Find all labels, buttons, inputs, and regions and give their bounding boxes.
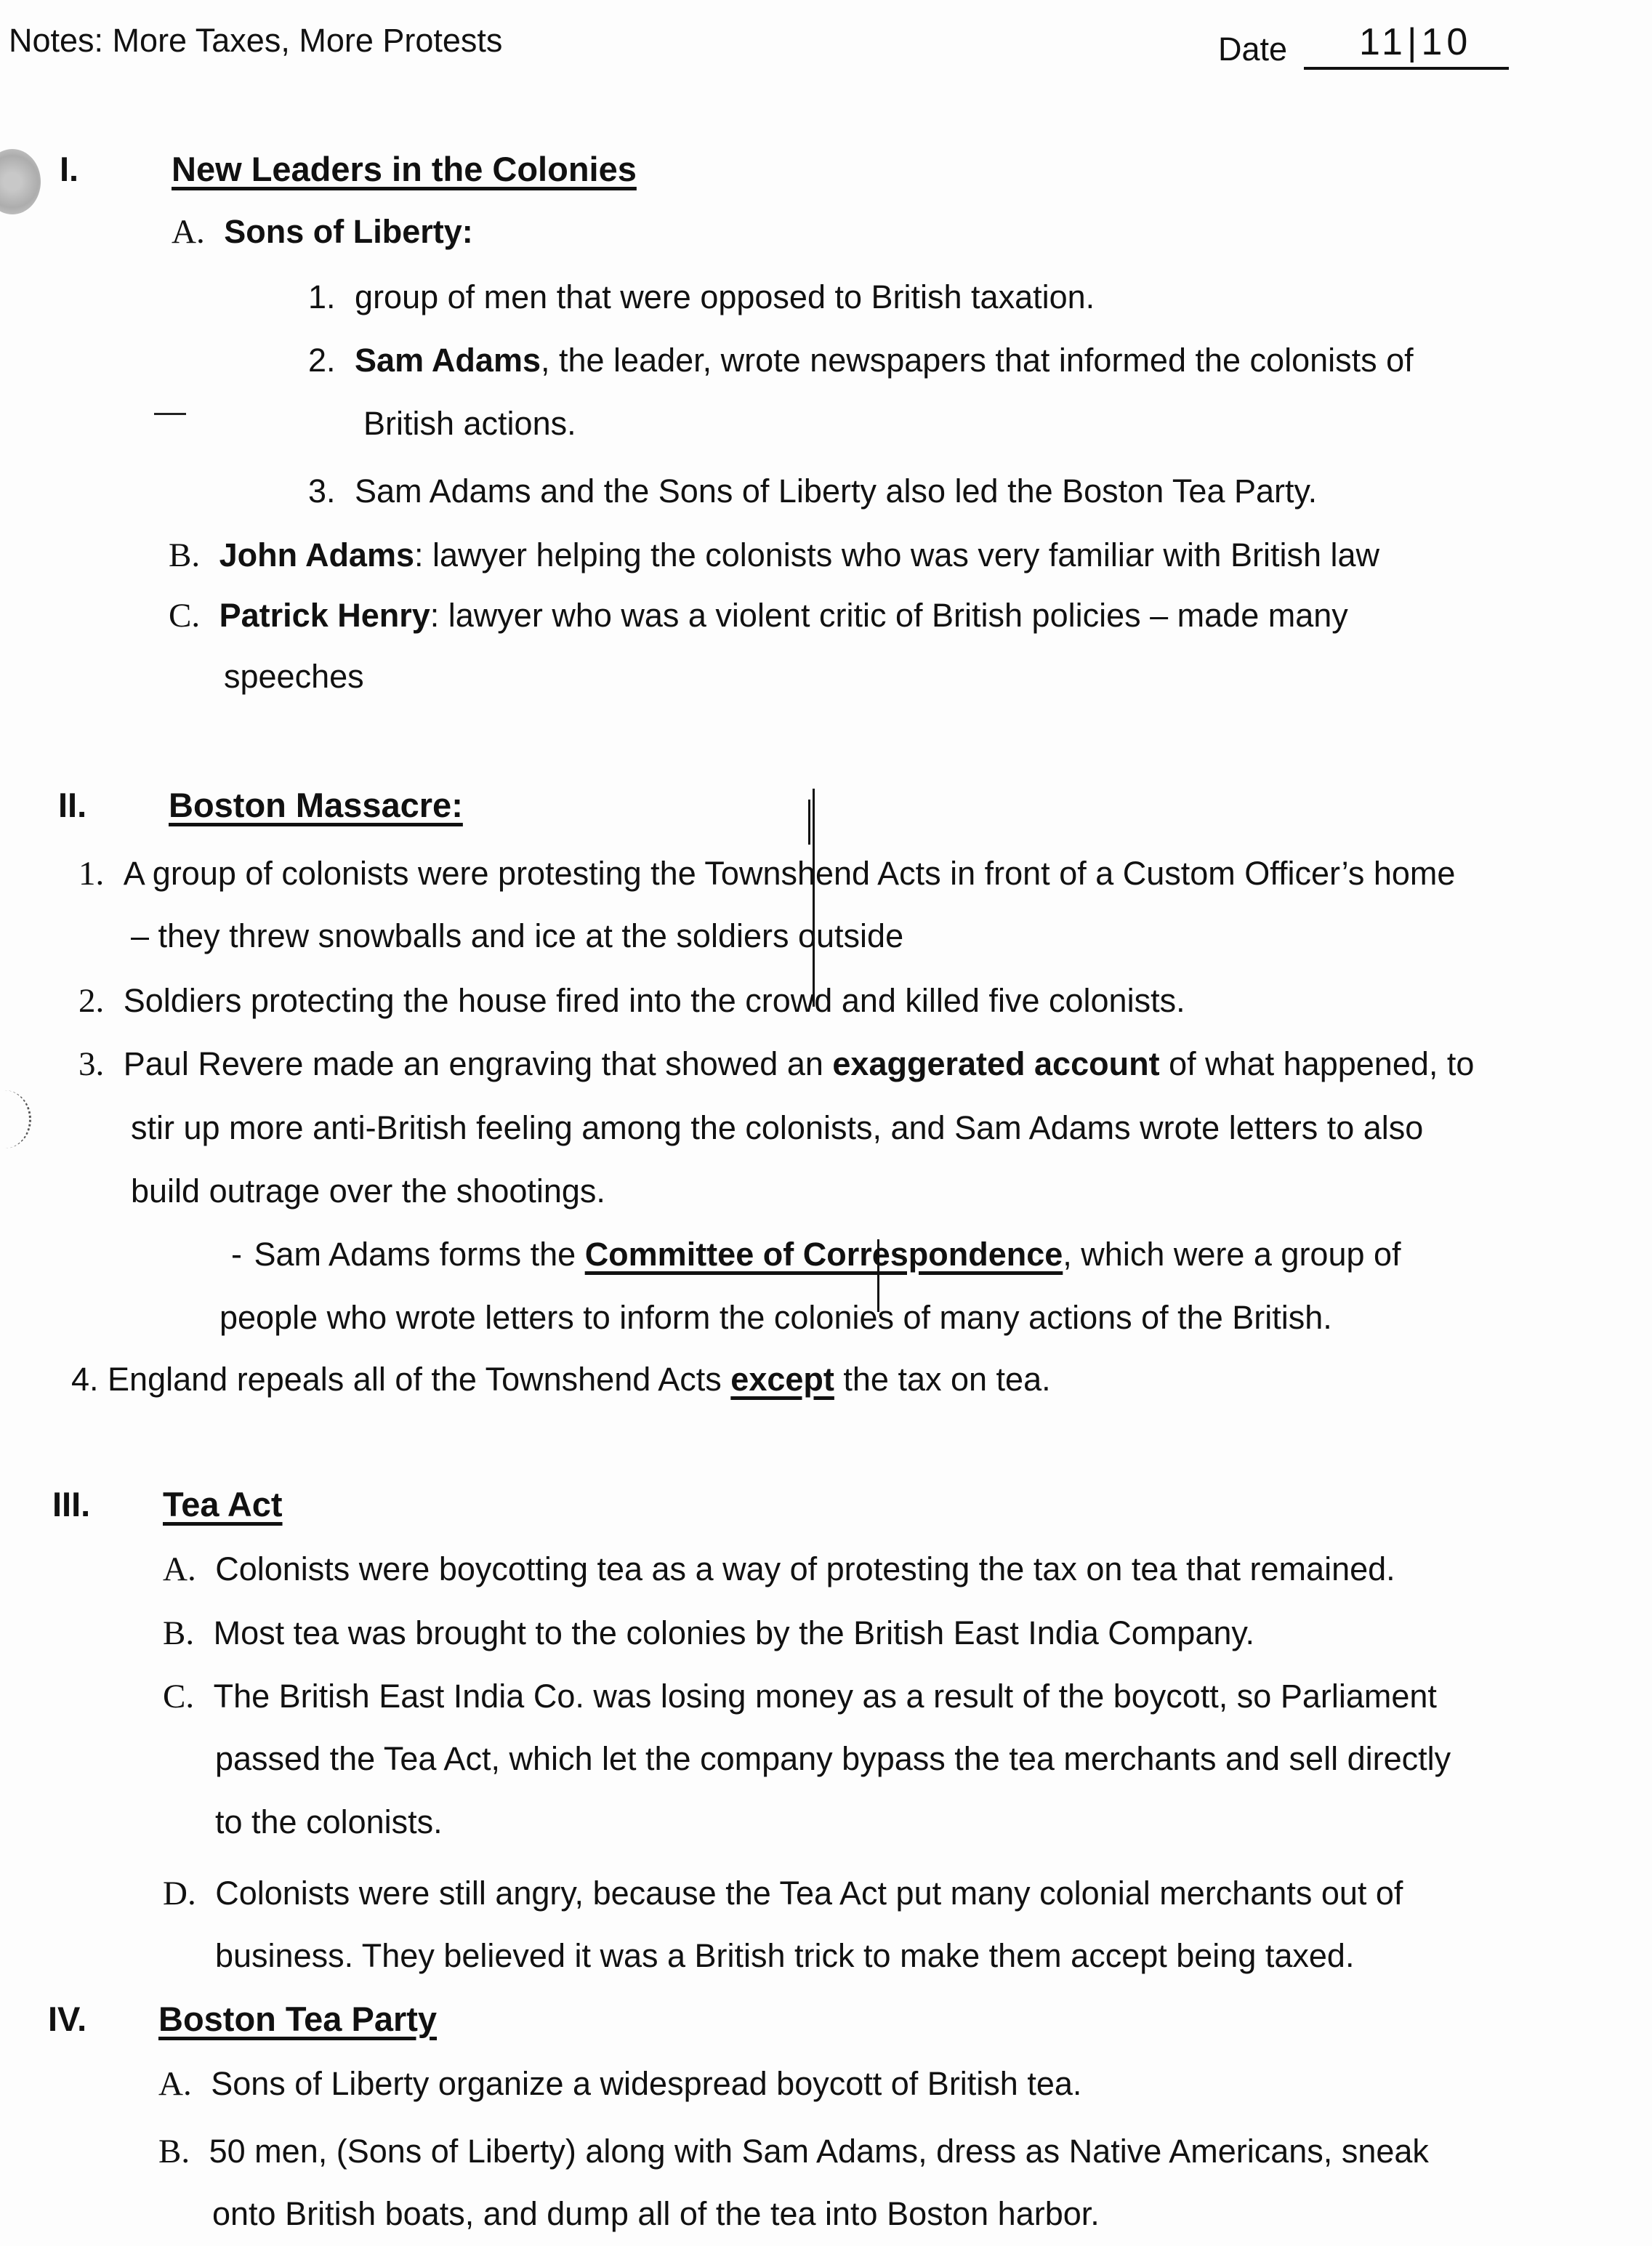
item-text: Most tea was brought to the colonies by the British East India Company.: [213, 1614, 1255, 1651]
outline-item: [78, 1044, 1474, 1084]
item-bold-term: except: [730, 1361, 834, 1398]
hole-punch-mark: [0, 149, 41, 214]
item-marker: 4.: [71, 1361, 99, 1398]
section-heading: Boston Tea Party: [158, 2000, 438, 2038]
item-marker: 3.: [78, 1045, 105, 1083]
item-text: , the leader, wrote newspapers that informed the colonists of: [540, 342, 1414, 379]
section-heading: Tea Act: [163, 1485, 283, 1524]
outline-item: [71, 1361, 1051, 1398]
item-text-continued: to the colonists.: [215, 1803, 443, 1840]
pen-mark: [813, 789, 815, 1007]
outline-item: [308, 278, 1095, 316]
section-numeral: II.: [58, 786, 87, 824]
outline-item: [78, 854, 1455, 893]
date-field-line: [1304, 67, 1509, 70]
outline-item: [308, 342, 1414, 379]
outline-item: [231, 1236, 1401, 1273]
outline-item: [169, 596, 1348, 635]
item-marker: 3.: [308, 472, 336, 510]
item-text-continued: passed the Tea Act, which let the company bypass the tea merchants and sell directly: [215, 1740, 1451, 1777]
item-text: 50 men, (Sons of Liberty) along with Sam Adams, dress as Native Americans, sneak: [209, 2133, 1429, 2170]
section-heading: Boston Massacre:: [169, 786, 463, 824]
item-marker: C.: [169, 597, 201, 635]
item-text: : lawyer helping the colonists who was very familiar with British law: [414, 536, 1380, 573]
item-marker: B.: [169, 536, 201, 574]
item-text-continued: people who wrote letters to inform the colonies of many actions of the British.: [219, 1299, 1332, 1336]
item-marker: A.: [163, 1550, 196, 1588]
date-label: Date: [1218, 31, 1288, 68]
item-text-continued: stir up more anti-British feeling among the colonists, and Sam Adams wrote letters to also: [131, 1109, 1424, 1146]
item-marker: D.: [163, 1875, 196, 1912]
outline-item: [169, 536, 1379, 575]
outline-item: [163, 1874, 1403, 1913]
outline-item: [163, 1550, 1395, 1589]
item-text-continued: build outrage over the shootings.: [131, 1172, 605, 1209]
item-text-continued: British actions.: [363, 405, 576, 442]
item-bold-term: Sons of Liberty:: [224, 213, 473, 250]
item-text-continued: – they threw snowballs and ice at the soldiers outside: [131, 917, 904, 954]
section-heading: New Leaders in the Colonies: [172, 150, 637, 188]
item-text: Soldiers protecting the house fired into the crowd and killed five colonists.: [123, 982, 1185, 1019]
item-text: the tax on tea.: [834, 1361, 1051, 1398]
item-text: Paul Revere made an engraving that showed an: [123, 1045, 833, 1082]
date-value: 11|10: [1359, 21, 1472, 63]
pen-mark: [808, 800, 810, 845]
item-marker: 1.: [308, 278, 336, 315]
item-marker: A.: [172, 213, 205, 251]
item-marker: A.: [158, 2065, 192, 2103]
item-text: England repeals all of the Townshend Acts: [108, 1361, 731, 1398]
item-text-continued: speeches: [224, 658, 364, 695]
item-text: Colonists were still angry, because the Tea Act put many colonial merchants out of: [215, 1875, 1403, 1912]
item-marker: C.: [163, 1678, 195, 1715]
item-marker: 1.: [78, 855, 105, 893]
item-text: Sam Adams forms the: [254, 1236, 585, 1273]
outline-item: [163, 1677, 1437, 1716]
item-text: : lawyer who was a violent critic of British policies – made many: [430, 597, 1348, 634]
item-marker: B.: [163, 1614, 195, 1652]
item-bold-term: exaggerated account: [832, 1045, 1160, 1082]
item-text: A group of colonists were protesting the Townshend Acts in front of a Custom Officer’s home: [123, 855, 1456, 892]
section-numeral: I.: [60, 150, 79, 188]
item-bold-term: Sam Adams: [355, 342, 541, 379]
item-text: of what happened, to: [1159, 1045, 1475, 1082]
section-numeral: IV.: [48, 2000, 87, 2038]
section-numeral: III.: [52, 1485, 91, 1524]
item-bold-term: Patrick Henry: [219, 597, 430, 634]
page-title: Notes: More Taxes, More Protests: [9, 22, 503, 59]
item-bold-term: Committee of Correspondence: [584, 1236, 1063, 1273]
item-text: The British East India Co. was losing money as a result of the boycott, so Parliament: [213, 1678, 1437, 1715]
outline-item: [158, 2132, 1429, 2171]
outline-item: [308, 472, 1317, 510]
outline-item: [78, 981, 1185, 1021]
outline-item: [172, 212, 473, 251]
item-text: Sam Adams and the Sons of Liberty also led the Boston Tea Party.: [355, 472, 1318, 510]
item-text-continued: business. They believed it was a British trick to make them accept being taxed.: [215, 1937, 1355, 1974]
item-text: , which were a group of: [1063, 1236, 1401, 1273]
item-marker: B.: [158, 2133, 190, 2170]
item-marker: 2.: [308, 342, 336, 379]
item-text-continued: onto British boats, and dump all of the tea into Boston harbor.: [212, 2195, 1100, 2232]
item-text: Sons of Liberty organize a widespread boycott of British tea.: [211, 2065, 1082, 2102]
hole-punch-mark: [0, 1090, 31, 1148]
item-text: Colonists were boycotting tea as a way of protesting the tax on tea that remained.: [215, 1550, 1395, 1587]
pen-mark: [154, 413, 186, 415]
outline-item: [163, 1614, 1254, 1653]
item-text: group of men that were opposed to British taxation.: [355, 278, 1095, 315]
item-bold-term: John Adams: [219, 536, 414, 573]
item-marker: 2.: [78, 982, 105, 1020]
outline-item: [158, 2064, 1081, 2104]
item-marker: -: [231, 1236, 242, 1273]
